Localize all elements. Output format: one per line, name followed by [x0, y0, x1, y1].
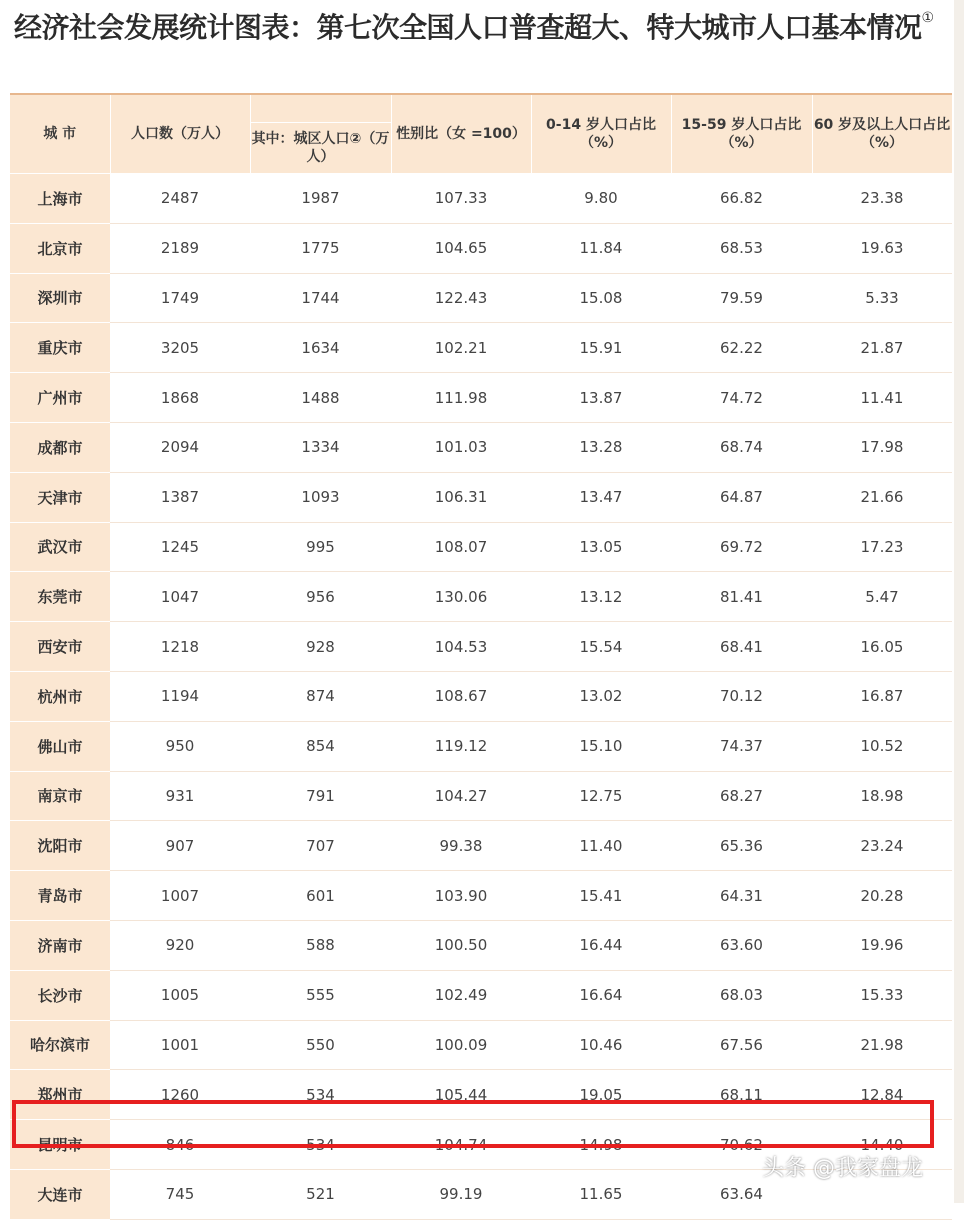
cell-urban: 1744	[250, 273, 391, 323]
table-row	[10, 522, 952, 572]
cell-population: 931	[110, 771, 250, 821]
cell-population: 1218	[110, 622, 250, 672]
cell-a60: 17.23	[812, 522, 952, 572]
cell-sex-ratio: 122.43	[391, 273, 531, 323]
cell-population: 1387	[110, 472, 250, 522]
table-row	[10, 373, 952, 423]
population-table	[10, 95, 953, 1220]
cell-a0-14: 15.10	[531, 721, 671, 771]
cell-a60: 21.87	[812, 323, 952, 373]
cell-sex-ratio: 108.07	[391, 522, 531, 572]
cell-city: 沈阳市	[10, 821, 110, 871]
table-row	[10, 721, 952, 771]
table-body	[10, 174, 952, 1220]
cell-city: 东莞市	[10, 572, 110, 622]
cell-population: 745	[110, 1169, 250, 1219]
cell-a60: 16.05	[812, 622, 952, 672]
cell-a0-14: 13.87	[531, 373, 671, 423]
cell-a15-59: 81.41	[671, 572, 812, 622]
cell-a60: 17.98	[812, 422, 952, 472]
cell-population: 1245	[110, 522, 250, 572]
cell-sex-ratio: 130.06	[391, 572, 531, 622]
cell-a15-59: 63.64	[671, 1169, 812, 1219]
cell-a60: 16.87	[812, 671, 952, 721]
cell-a0-14: 19.05	[531, 1070, 671, 1120]
cell-city: 郑州市	[10, 1070, 110, 1120]
cell-population: 1001	[110, 1020, 250, 1070]
cell-population: 907	[110, 821, 250, 871]
table-row	[10, 970, 952, 1020]
cell-urban: 1987	[250, 174, 391, 224]
cell-a15-59: 68.27	[671, 771, 812, 821]
page-title: 经济社会发展统计图表：第七次全国人口普查超大、特大城市人口基本情况①	[14, 10, 934, 44]
cell-a0-14: 13.12	[531, 572, 671, 622]
cell-population: 2094	[110, 422, 250, 472]
title-footnote-marker: ①	[921, 10, 934, 26]
cell-a15-59: 68.41	[671, 622, 812, 672]
cell-a15-59: 70.12	[671, 671, 812, 721]
cell-sex-ratio: 100.09	[391, 1020, 531, 1070]
cell-sex-ratio: 108.67	[391, 671, 531, 721]
cell-a0-14: 11.65	[531, 1169, 671, 1219]
table-row	[10, 1020, 952, 1070]
cell-urban: 956	[250, 572, 391, 622]
cell-sex-ratio: 102.49	[391, 970, 531, 1020]
cell-a15-59: 68.53	[671, 223, 812, 273]
cell-a60: 5.33	[812, 273, 952, 323]
table-row	[10, 771, 952, 821]
cell-a15-59: 74.37	[671, 721, 812, 771]
population-table-container	[10, 93, 952, 1204]
cell-city: 杭州市	[10, 671, 110, 721]
cell-city: 青岛市	[10, 871, 110, 921]
table-row	[10, 821, 952, 871]
header-city: 城 市	[10, 95, 110, 174]
cell-city: 深圳市	[10, 273, 110, 323]
cell-city: 南京市	[10, 771, 110, 821]
cell-a15-59: 65.36	[671, 821, 812, 871]
cell-urban: 534	[250, 1070, 391, 1120]
cell-urban: 550	[250, 1020, 391, 1070]
cell-a60: 11.41	[812, 373, 952, 423]
cell-city: 上海市	[10, 174, 110, 224]
table-row	[10, 1070, 952, 1120]
table-row	[10, 472, 952, 522]
page-edge	[954, 0, 964, 1203]
cell-a60: 15.33	[812, 970, 952, 1020]
cell-sex-ratio: 104.74	[391, 1120, 531, 1170]
table-row	[10, 671, 952, 721]
cell-urban: 707	[250, 821, 391, 871]
cell-a60: 5.47	[812, 572, 952, 622]
cell-a15-59: 66.82	[671, 174, 812, 224]
cell-population: 2189	[110, 223, 250, 273]
cell-a15-59: 68.03	[671, 970, 812, 1020]
cell-sex-ratio: 119.12	[391, 721, 531, 771]
cell-a15-59: 64.31	[671, 871, 812, 921]
cell-urban: 874	[250, 671, 391, 721]
cell-a0-14: 9.80	[531, 174, 671, 224]
cell-population: 1260	[110, 1070, 250, 1120]
cell-urban: 1093	[250, 472, 391, 522]
cell-a15-59: 68.11	[671, 1070, 812, 1120]
cell-urban: 588	[250, 920, 391, 970]
cell-city: 天津市	[10, 472, 110, 522]
cell-a15-59: 64.87	[671, 472, 812, 522]
cell-a60: 21.66	[812, 472, 952, 522]
cell-urban: 995	[250, 522, 391, 572]
cell-population: 1047	[110, 572, 250, 622]
cell-sex-ratio: 101.03	[391, 422, 531, 472]
cell-city: 北京市	[10, 223, 110, 273]
cell-sex-ratio: 99.38	[391, 821, 531, 871]
cell-a0-14: 16.64	[531, 970, 671, 1020]
cell-city: 大连市	[10, 1169, 110, 1219]
cell-a0-14: 11.40	[531, 821, 671, 871]
cell-a60: 12.84	[812, 1070, 952, 1120]
cell-a0-14: 11.84	[531, 223, 671, 273]
cell-city: 广州市	[10, 373, 110, 423]
cell-sex-ratio: 99.19	[391, 1169, 531, 1219]
cell-a60: 18.98	[812, 771, 952, 821]
cell-a0-14: 13.47	[531, 472, 671, 522]
cell-a0-14: 14.98	[531, 1120, 671, 1170]
cell-city: 佛山市	[10, 721, 110, 771]
cell-urban: 791	[250, 771, 391, 821]
table-row	[10, 273, 952, 323]
cell-population: 1194	[110, 671, 250, 721]
table-row	[10, 223, 952, 273]
header-urban-population: 其中：城区人口②（万人）	[250, 123, 391, 174]
cell-a0-14: 15.41	[531, 871, 671, 921]
cell-population: 846	[110, 1120, 250, 1170]
cell-a60: 23.24	[812, 821, 952, 871]
cell-sex-ratio: 107.33	[391, 174, 531, 224]
cell-population: 2487	[110, 174, 250, 224]
cell-urban: 928	[250, 622, 391, 672]
cell-a0-14: 13.05	[531, 522, 671, 572]
cell-urban: 1775	[250, 223, 391, 273]
cell-sex-ratio: 106.31	[391, 472, 531, 522]
table-row	[10, 422, 952, 472]
cell-a15-59: 74.72	[671, 373, 812, 423]
cell-a0-14: 13.28	[531, 422, 671, 472]
cell-city: 武汉市	[10, 522, 110, 572]
cell-population: 1005	[110, 970, 250, 1020]
cell-sex-ratio: 100.50	[391, 920, 531, 970]
cell-a60: 10.52	[812, 721, 952, 771]
cell-city: 西安市	[10, 622, 110, 672]
cell-a15-59: 69.72	[671, 522, 812, 572]
cell-population: 3205	[110, 323, 250, 373]
cell-city: 成都市	[10, 422, 110, 472]
cell-a60: 23.38	[812, 174, 952, 224]
cell-sex-ratio: 104.65	[391, 223, 531, 273]
cell-a0-14: 15.08	[531, 273, 671, 323]
cell-a0-14: 13.02	[531, 671, 671, 721]
table-row	[10, 622, 952, 672]
cell-population: 1007	[110, 871, 250, 921]
cell-a15-59: 79.59	[671, 273, 812, 323]
cell-population: 1749	[110, 273, 250, 323]
table-row	[10, 323, 952, 373]
header-age-15-59: 15-59 岁人口占比（%）	[671, 95, 812, 174]
table-row	[10, 572, 952, 622]
table-row	[10, 920, 952, 970]
cell-urban: 521	[250, 1169, 391, 1219]
header-sex-ratio: 性别比（女 =100）	[391, 95, 531, 174]
cell-urban: 1488	[250, 373, 391, 423]
cell-a0-14: 10.46	[531, 1020, 671, 1070]
cell-sex-ratio: 105.44	[391, 1070, 531, 1120]
header-age-0-14: 0-14 岁人口占比（%）	[531, 95, 671, 174]
cell-city: 重庆市	[10, 323, 110, 373]
header-population: 人口数（万人）	[110, 95, 250, 174]
cell-a60: 19.96	[812, 920, 952, 970]
cell-city: 济南市	[10, 920, 110, 970]
cell-urban: 854	[250, 721, 391, 771]
cell-sex-ratio: 103.90	[391, 871, 531, 921]
cell-urban: 555	[250, 970, 391, 1020]
cell-city: 长沙市	[10, 970, 110, 1020]
cell-a0-14: 15.91	[531, 323, 671, 373]
cell-a0-14: 12.75	[531, 771, 671, 821]
table-row	[10, 871, 952, 921]
cell-a60: 19.63	[812, 223, 952, 273]
cell-a60: 14.40	[812, 1120, 952, 1170]
cell-sex-ratio: 104.53	[391, 622, 531, 672]
cell-population: 920	[110, 920, 250, 970]
cell-a15-59: 63.60	[671, 920, 812, 970]
cell-a15-59: 67.56	[671, 1020, 812, 1070]
cell-urban: 1634	[250, 323, 391, 373]
table-row	[10, 174, 952, 224]
cell-a0-14: 15.54	[531, 622, 671, 672]
cell-a15-59: 70.62	[671, 1120, 812, 1170]
cell-a60: 20.28	[812, 871, 952, 921]
cell-urban: 534	[250, 1120, 391, 1170]
header-urban-spacer	[250, 95, 391, 123]
cell-sex-ratio: 104.27	[391, 771, 531, 821]
cell-sex-ratio: 102.21	[391, 323, 531, 373]
cell-a60: 21.98	[812, 1020, 952, 1070]
cell-a0-14: 16.44	[531, 920, 671, 970]
cell-city: 哈尔滨市	[10, 1020, 110, 1070]
cell-population: 1868	[110, 373, 250, 423]
cell-urban: 1334	[250, 422, 391, 472]
cell-sex-ratio: 111.98	[391, 373, 531, 423]
cell-city: 昆明市	[10, 1120, 110, 1170]
cell-a15-59: 68.74	[671, 422, 812, 472]
cell-a15-59: 62.22	[671, 323, 812, 373]
header-age-60-plus: 60 岁及以上人口占比（%）	[812, 95, 952, 174]
cell-population: 950	[110, 721, 250, 771]
watermark: 头条 @我家盘龙	[762, 1156, 923, 1181]
cell-urban: 601	[250, 871, 391, 921]
